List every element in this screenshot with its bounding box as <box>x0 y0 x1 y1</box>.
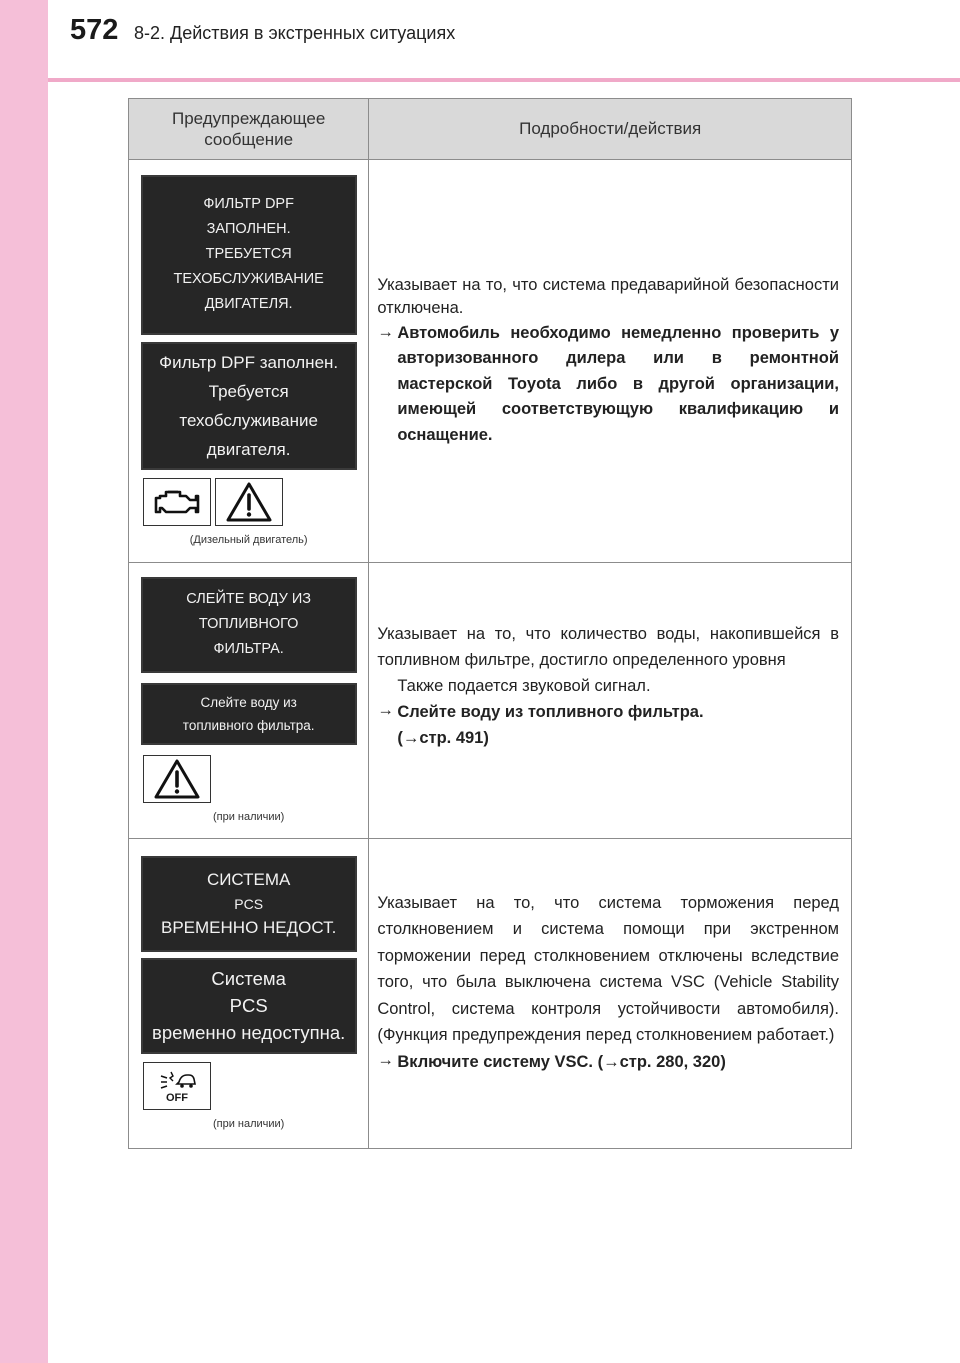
screen-line: СИСТЕМА <box>206 869 291 889</box>
action <box>377 1049 839 1076</box>
message-cell <box>129 839 369 1149</box>
col-header-details: Подробности/действия <box>369 99 852 160</box>
description: Указывает на то, что система предаварийной безопасности отключена. <box>377 275 839 318</box>
screen-line: ЗАПОЛНЕН. <box>206 221 291 237</box>
screen-line: техобслуживание <box>179 410 318 430</box>
display-screen-upper <box>141 175 357 335</box>
indicator-icons <box>143 755 368 803</box>
screen-line: ТЕХОБСЛУЖИВАНИЕ <box>173 271 324 287</box>
col-header-message <box>129 99 369 160</box>
screen-line: ФИЛЬТР DPF <box>203 196 294 212</box>
screen-line: Фильтр DPF заполнен. <box>159 352 339 372</box>
arrow-icon: → <box>377 700 394 719</box>
action-ref[interactable]: (→стр. 491) <box>397 728 489 747</box>
display-screen-upper <box>141 577 357 673</box>
message-cell <box>129 563 369 839</box>
section-title: 8-2. Действия в экстренных ситуациях <box>134 23 456 43</box>
table-header-row <box>129 99 852 160</box>
action-text: Слейте воду из топливного фильтра. <box>397 702 704 721</box>
page-header <box>0 0 960 80</box>
details-cell <box>369 839 852 1149</box>
arrow-icon: → <box>377 1050 394 1069</box>
screen-line: временно недоступна. <box>152 1022 346 1043</box>
indicator-icons <box>143 478 368 526</box>
warning-triangle-icon <box>143 755 211 803</box>
col-header-message-label: Предупреждающее сообщение <box>172 108 326 149</box>
side-color-strip <box>0 0 48 1363</box>
description: Указывает на то, что количество воды, накопившейся в топливном фильтре, достигло определенного уровня <box>377 624 839 669</box>
display-screen-upper <box>141 856 357 952</box>
table-row <box>129 563 852 839</box>
action <box>377 321 839 449</box>
description: Указывает на то, что система торможения перед столкновением и система помощи при экстренном торможении перед столкновением отключены вследствие того, что была выключена система VSC (Vehicle Stability Control, система контроля устойчивости автомобиля). (Функция предупреждения перед столкновением работает.) <box>377 893 839 1045</box>
details-text <box>369 621 851 751</box>
screen-line: ДВИГАТЕЛЯ. <box>204 296 293 312</box>
action-text: Автомобиль необходимо немедленно проверить у авторизованного дилера или в ремонтной мастерской Toyota либо в другой организации, имеющей соответствующую квалификацию и оснащение. <box>397 323 839 444</box>
warning-message-table <box>128 98 852 1149</box>
header-rule <box>48 78 960 82</box>
details-cell <box>369 563 852 839</box>
screen-line: Система <box>211 968 286 989</box>
table-row <box>129 839 852 1149</box>
message-cell <box>129 160 369 563</box>
row-caption: (Дизельный двигатель) <box>189 533 308 546</box>
details-text <box>369 890 851 1076</box>
screen-line: СЛЕЙТЕ ВОДУ ИЗ <box>186 591 312 607</box>
display-screen-lower <box>141 342 357 470</box>
screen-line: двигателя. <box>206 439 291 459</box>
screen-line: топливного фильтра. <box>182 717 315 733</box>
screen-line: Требуется <box>208 381 289 401</box>
screen-line: ТРЕБУЕТСЯ <box>205 246 292 262</box>
arrow-icon: → <box>377 322 394 341</box>
engine-check-icon <box>143 478 211 526</box>
details-cell <box>369 160 852 563</box>
row-caption: (при наличии) <box>212 1117 285 1130</box>
pcs-off-icon <box>143 1062 211 1110</box>
screen-line: ТОПЛИВНОГО <box>198 616 299 632</box>
action <box>377 699 839 751</box>
display-screen-lower <box>141 683 357 745</box>
note: Также подается звуковой сигнал. <box>397 676 651 695</box>
details-text <box>369 274 851 449</box>
row-caption: (при наличии) <box>212 810 285 823</box>
action-text: Включите систему VSC. (→стр. 280, 320) <box>397 1052 726 1071</box>
pcs-off-label: OFF <box>166 1091 188 1104</box>
page-number: 572 <box>70 14 119 46</box>
screen-line: ФИЛЬТРА. <box>213 641 284 657</box>
indicator-icons <box>143 1062 368 1110</box>
screen-line: Слейте воду из <box>200 694 297 710</box>
screen-line: PCS <box>234 895 264 912</box>
screen-line: PCS <box>229 995 268 1016</box>
action-block <box>397 699 839 751</box>
screen-line: ВРЕМЕННО НЕДОСТ. <box>161 917 337 937</box>
display-screen-lower <box>141 958 357 1054</box>
table-row <box>129 160 852 563</box>
warning-triangle-icon <box>215 478 283 526</box>
